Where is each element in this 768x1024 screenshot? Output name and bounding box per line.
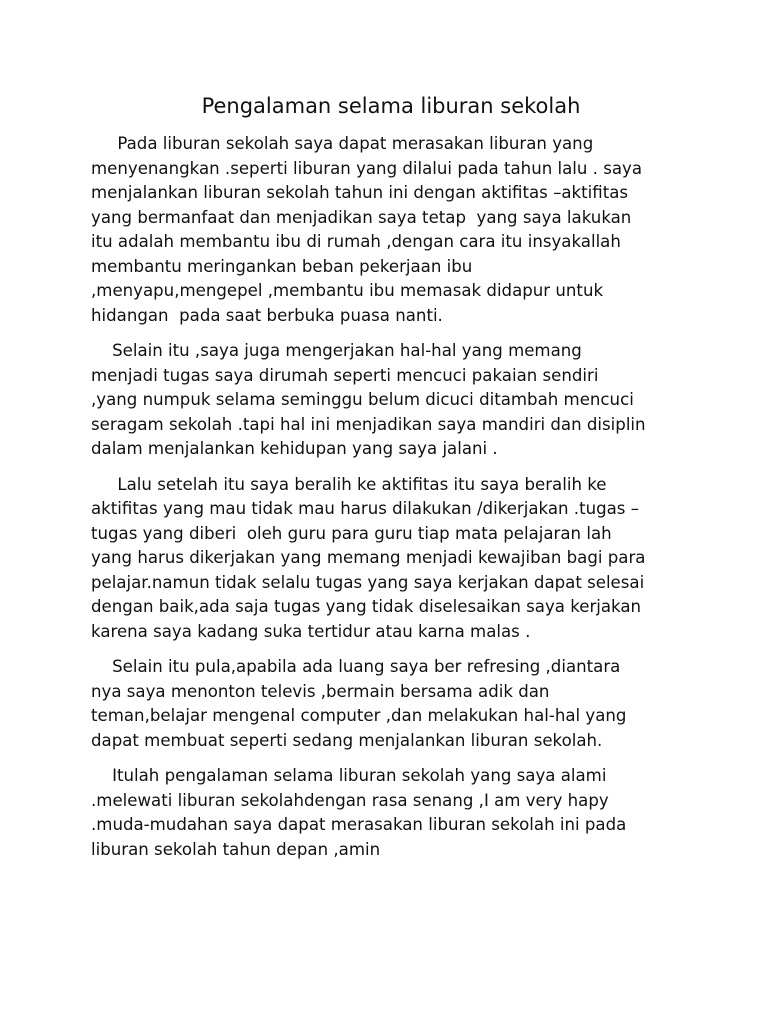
paragraph-line: aktifitas yang mau tidak mau harus dilakukan /dikerjakan .tugas – [91,499,640,518]
paragraph-line: teman,belajar mengenal computer ,dan melakukan hal-hal yang [91,706,627,725]
paragraph-line: Selain itu pula,apabila ada luang saya ber refresing ,diantara [91,657,621,676]
paragraph-line: Itulah pengalaman selama liburan sekolah yang saya alami [91,766,607,785]
paragraph-line: ,menyapu,mengepel ,membantu ibu memasak didapur untuk [91,281,604,300]
paragraph-line: Pada liburan sekolah saya dapat merasakan liburan yang [91,134,594,153]
paragraph-line: nya saya menonton televis ,bermain bersama adik dan [91,681,550,701]
paragraph-line: yang harus dikerjakan yang memang menjadi kewajiban bagi para [91,548,646,567]
paragraph-line: karena saya kadang suka tertidur atau karna malas . [91,621,531,641]
paragraph-line: seragam sekolah .tapi hal ini menjadikan saya mandiri dan disiplin [91,414,646,434]
paragraph-5 [91,764,691,862]
paragraph-line: ,yang numpuk selama seminggu belum dicuci ditambah mencuci [91,390,634,409]
paragraph-line: itu adalah membantu ibu di rumah ,dengan cara itu insyakallah [91,232,621,251]
paragraph-1 [91,132,691,328]
paragraph-2 [91,339,691,462]
paragraph-line: .melewati liburan sekolahdengan rasa senang ,I am very hapy [91,790,609,810]
paragraph-line: menyenangkan .seperti liburan yang dilalui pada tahun lalu . saya [91,158,643,178]
paragraph-line: menjalankan liburan sekolah tahun ini dengan aktifitas –aktifitas [91,183,629,202]
paragraph-line: yang bermanfaat dan menjadikan saya tetap yang saya lakukan [91,207,632,227]
paragraph-line: hidangan pada saat berbuka puasa nanti. [91,305,443,325]
paragraph-line: menjadi tugas saya dirumah seperti mencuci pakaian sendiri [91,365,599,385]
paragraph-line: Selain itu ,saya juga mengerjakan hal-hal yang memang [91,341,582,360]
paragraph-line: .muda-mudahan saya dapat merasakan liburan sekolah ini pada [91,815,627,834]
document-title: Pengalaman selama liburan sekolah [201,94,581,118]
paragraph-3 [91,473,691,645]
paragraph-4 [91,655,691,753]
paragraph-line: liburan sekolah tahun depan ,amin [91,839,381,859]
paragraph-line: tugas yang diberi oleh guru para guru tiap mata pelajaran lah [91,523,612,543]
document-page [91,92,691,862]
paragraph-line: Lalu setelah itu saya beralih ke aktifitas itu saya beralih ke [91,474,607,494]
paragraph-line: dapat membuat seperti sedang menjalankan liburan sekolah. [91,730,603,750]
paragraph-line: dengan baik,ada saja tugas yang tidak diselesaikan saya kerjakan [91,597,642,616]
paragraph-line: pelajar.namun tidak selalu tugas yang saya kerjakan dapat selesai [91,572,645,592]
paragraph-line: dalam menjalankan kehidupan yang saya jalani . [91,439,498,458]
paragraph-line: membantu meringankan beban pekerjaan ibu [91,256,473,276]
